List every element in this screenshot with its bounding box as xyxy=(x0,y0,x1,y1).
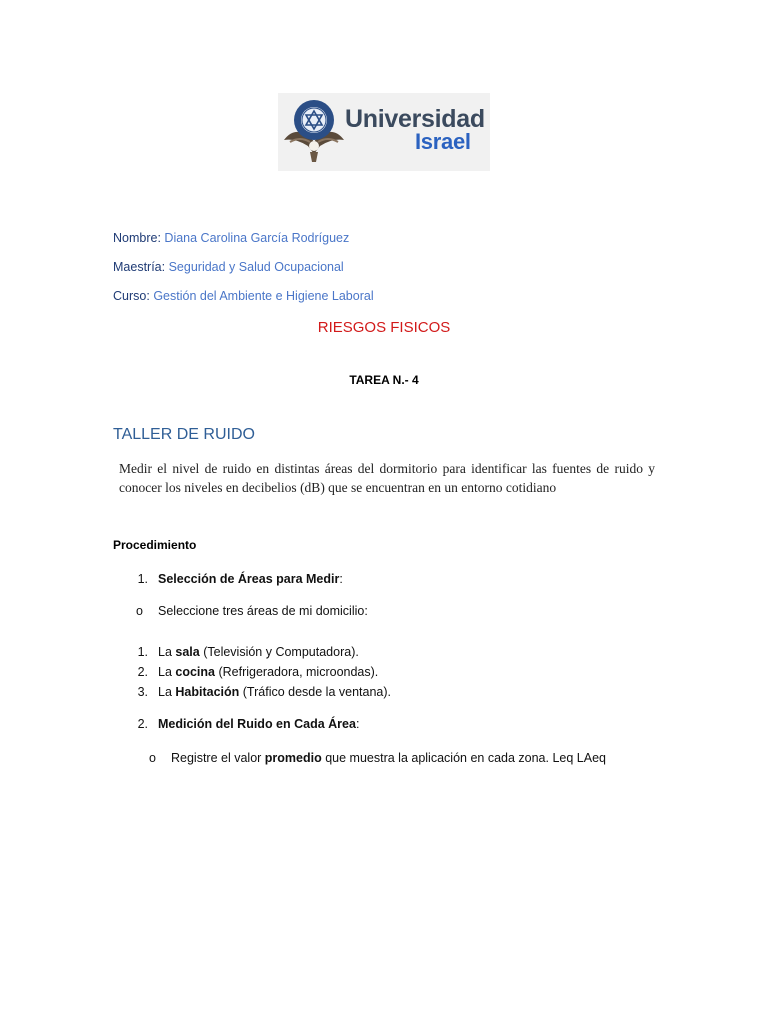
document-page: Universidad Israel Nombre: Diana Carolina García Rodríguez Maestría: Seguridad y Salud Ocupacional Curso: Gestión del Ambiente e Higiene Laboral RIESGOS FISICOS TAREA N.- 4 TALLER DE RUIDO Medir el nivel de ruido en distintas áreas del dormitorio para identificar las fuentes de ruido y conocer los niveles en decibelios (dB) que se encuentran en un entorno cotidiano Procedimiento 1. Selección de Áreas para Medir: o Seleccione tres áreas de mi domicilio: 1. La sala (Televisión y Computadora). 2. La cocina (Refrigeradora, microondas). 3. La Habitación (Tráfico desde la ventana). 2. Medición del Ruido en Cada Área: o Registre el valor promedio que muestra la aplicación en cada zona. Leq LAeq xyxy=(0,0,768,1024)
area-number: 3. xyxy=(137,685,148,699)
step-2-colon: : xyxy=(355,717,360,731)
curso-line xyxy=(113,288,374,304)
area-number: 2. xyxy=(137,665,148,679)
logo-text-universidad: Universidad xyxy=(345,105,485,133)
nombre-value: Diana Carolina García Rodríguez xyxy=(164,231,350,245)
assignment-number: TAREA N.- 4 xyxy=(349,373,419,387)
document-title: RIESGOS FISICOS xyxy=(317,319,451,336)
step-1-title: Selección de Áreas para Medir xyxy=(158,572,340,586)
area-name: cocina xyxy=(175,665,215,679)
university-seal-icon xyxy=(280,96,348,168)
procedure-heading: Procedimiento xyxy=(113,538,197,552)
area-number: 1. xyxy=(137,645,148,659)
maestria-label: Maestría: xyxy=(113,260,166,274)
step-1-colon: : xyxy=(339,572,343,586)
step-2-number: 2. xyxy=(137,717,148,731)
area-name: sala xyxy=(175,645,200,659)
university-logo xyxy=(278,93,490,171)
nombre-line xyxy=(113,230,349,246)
area-name: Habitación xyxy=(175,685,240,699)
step-1-number: 1. xyxy=(137,572,148,586)
bullet-select-areas-text: Seleccione tres áreas de mi domicilio: xyxy=(158,604,368,618)
intro-paragraph: Medir el nivel de ruido en distintas áreas del dormitorio para identificar las fuentes de ruido y conocer los niveles en decibelios (dB) que se encuentran en un entorno cotidiano xyxy=(119,461,655,495)
bullet-record-average: o Registre el valor promedio que muestra la aplicación en cada zona. Leq LAeq xyxy=(149,751,606,765)
bullet-marker: o xyxy=(136,604,143,618)
section-heading: TALLER DE RUIDO xyxy=(113,426,255,443)
nombre-label: Nombre: xyxy=(113,231,161,245)
maestria-line xyxy=(113,259,344,275)
logo-text-israel: Israel xyxy=(415,129,471,154)
bullet-emphasis: promedio xyxy=(264,751,322,765)
curso-value: Gestión del Ambiente e Higiene Laboral xyxy=(153,289,374,303)
bullet-marker: o xyxy=(149,751,156,765)
bullet-select-areas xyxy=(136,603,368,619)
curso-label: Curso: xyxy=(113,289,150,303)
maestria-value: Seguridad y Salud Ocupacional xyxy=(168,260,344,274)
step-2-title: Medición del Ruido en Cada Área xyxy=(158,717,356,731)
